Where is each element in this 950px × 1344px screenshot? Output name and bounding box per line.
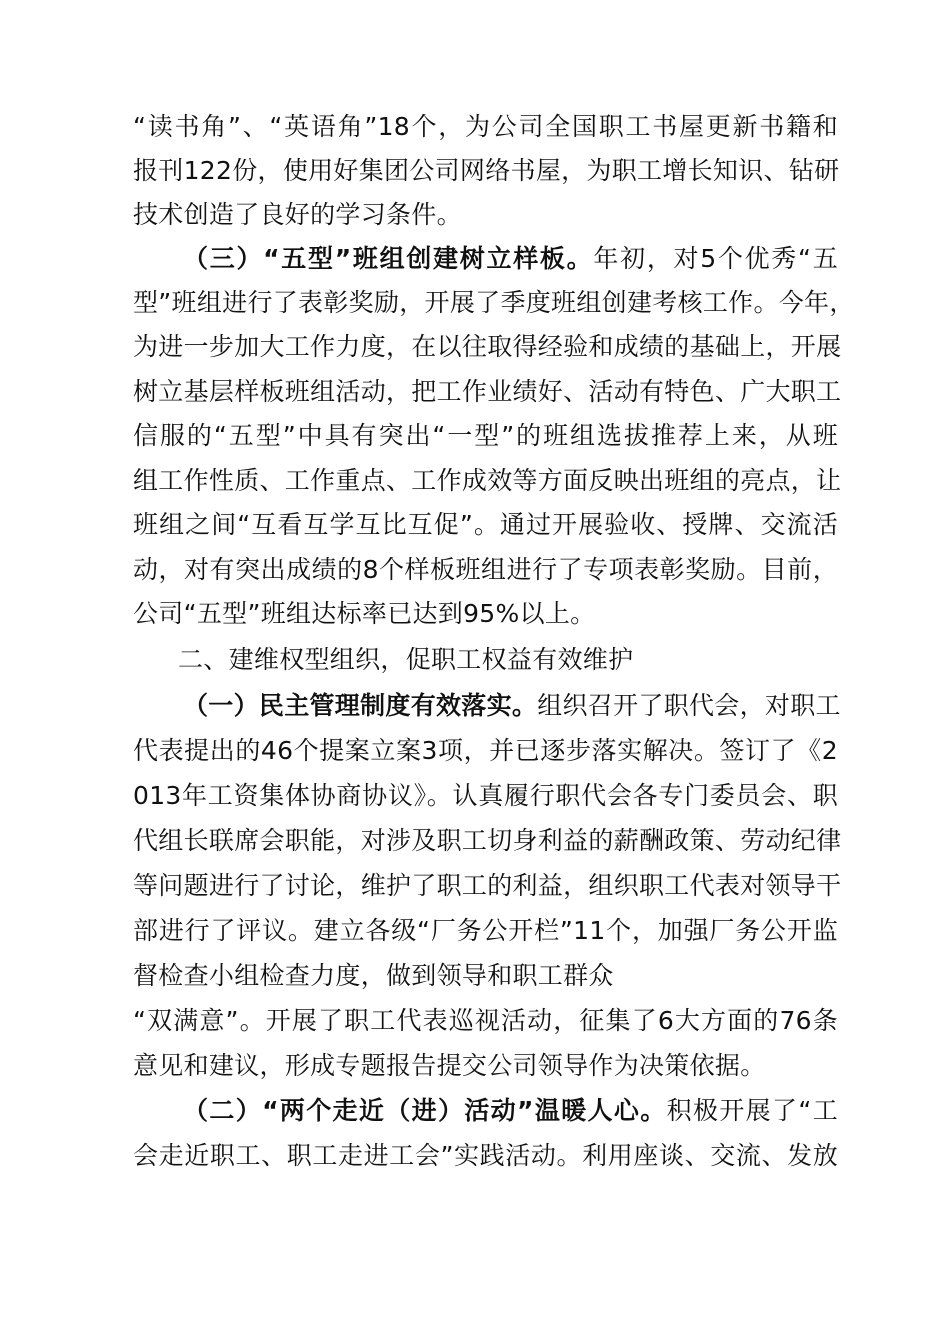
body-text-line: 代表提出的46个提案立案3项，并已逐步落实解决。签订了《2: [133, 736, 838, 765]
body-text-line: 代组长联席会职能，对涉及职工切身利益的薪酬政策、劳动纪律: [133, 826, 842, 855]
body-text-line: 技术创造了良好的学习条件。: [133, 200, 462, 229]
body-text-line: 会走近职工、职工走进工会”实践活动。利用座谈、交流、发放: [133, 1141, 838, 1170]
section-heading-line: [183, 237, 838, 281]
section-heading-rest: 积极开展了“工: [666, 1096, 838, 1125]
body-text-line: 督检查小组检查力度，做到领导和职工群众: [133, 961, 614, 990]
body-text-line: “读书角”、“英语角”18个，为公司全国职工书屋更新书籍和: [133, 112, 838, 141]
body-text-line: 型”班组进行了表彰奖励，开展了季度班组创建考核工作。今年，: [133, 288, 855, 317]
body-text-line: 树立基层样板班组活动，把工作业绩好、活动有特色、广大职工: [133, 377, 842, 406]
body-text-line: 意见和建议，形成专题报告提交公司领导作为决策依据。: [133, 1051, 766, 1080]
chapter-heading: 二、建维权型组织，促职工权益有效维护: [178, 645, 634, 674]
section-heading-rest: 年初，对5个优秀“五: [593, 244, 839, 273]
body-text-line: 等问题进行了讨论，维护了职工的利益，组织职工代表对领导干: [133, 871, 842, 900]
body-text-line: 信服的“五型”中具有突出“一型”的班组选拔推荐上来，从班: [133, 421, 838, 450]
body-text-line: 组工作性质、工作重点、工作成效等方面反映出班组的亮点，让: [133, 466, 842, 495]
body-text-line: “双满意”。开展了职工代表巡视活动，征集了6大方面的76条: [133, 1006, 838, 1035]
body-text-line: 班组之间“互看互学互比互促”。通过开展验收、授牌、交流活: [133, 510, 838, 539]
section-heading-line: [183, 1089, 838, 1133]
section-heading-line: [183, 684, 841, 728]
body-text-line: 报刊122份，使用好集团公司网络书屋，为职工增长知识、钻研: [133, 156, 840, 185]
body-text-line: 部进行了评议。建立各级“厂务公开栏”11个，加强厂务公开监: [133, 916, 838, 945]
section-heading-bold: （一）民主管理制度有效落实。: [183, 691, 538, 720]
section-heading-bold: （三）“五型”班组创建树立样板。: [183, 244, 594, 273]
body-text-line: 为进一步加大工作力度，在以往取得经验和成绩的基础上，开展: [133, 332, 842, 361]
section-heading-rest: 组织召开了职代会，对职工: [537, 691, 841, 720]
body-text-line: 公司“五型”班组达标率已达到95%以上。: [133, 599, 596, 628]
section-heading-bold: （二）“两个走近（进）活动”温暖人心。: [183, 1096, 667, 1125]
body-text-line: 013年工资集体协商协议》。认真履行职代会各专门委员会、职: [133, 781, 838, 810]
body-text-line: 动，对有突出成绩的8个样板班组进行了专项表彰奖励。目前，: [133, 555, 838, 584]
